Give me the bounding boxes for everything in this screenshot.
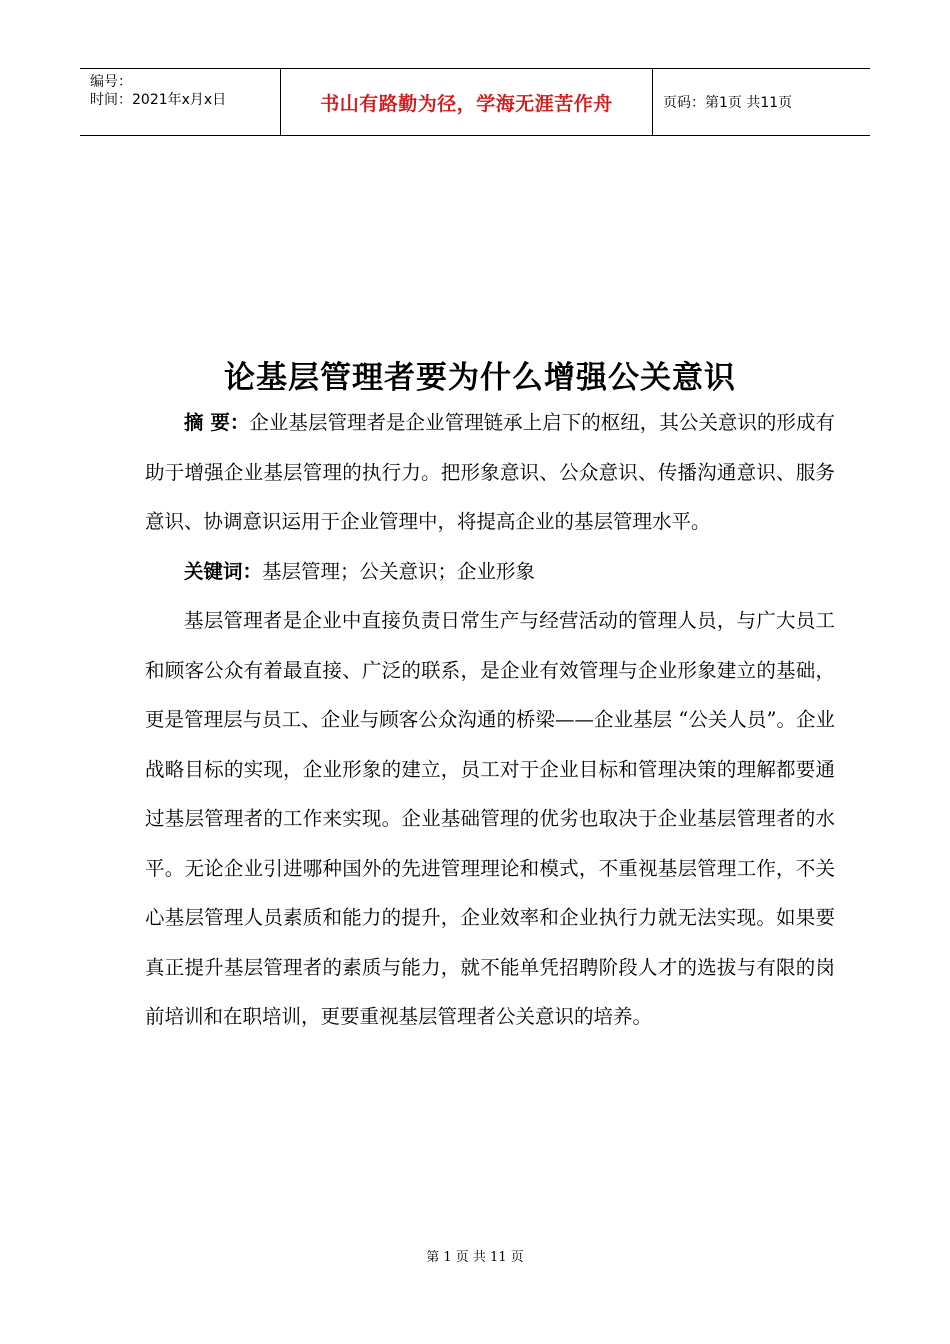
page-info: 页码：第1页 共11页	[663, 95, 793, 111]
document-body	[145, 398, 835, 1042]
page-footer: 第 1 页 共 11 页	[426, 1250, 524, 1265]
header-meta-cell	[80, 69, 281, 135]
abstract-label: 摘 要：	[184, 411, 250, 434]
keywords-text: 基层管理；公关意识；企业形象	[262, 559, 536, 583]
document-number-label: 编号：	[90, 74, 132, 90]
document-date: 时间：2021年x月x日	[90, 92, 227, 108]
header-page-cell	[653, 69, 870, 135]
keywords-paragraph	[145, 547, 835, 597]
header-table	[80, 68, 870, 136]
header-motto-cell	[281, 69, 653, 135]
document-title: 论基层管理者要为什么增强公关意识	[224, 360, 736, 396]
keywords-label: 关键词：	[184, 559, 263, 583]
abstract-paragraph	[145, 398, 835, 547]
body-paragraph: 基层管理者是企业中直接负责日常生产与经营活动的管理人员，与广大员工和顾客公众有着最直接、广泛的联系，是企业有效管理与企业形象建立的基础，更是管理层与员工、企业与顾客公众沟通的桥梁——企业基层 “公关人员”。企业战略目标的实现，企业形象的建立，员工对于企业目标和管理决策的理解都要通过基层管理者的工作来实现。企业基础管理的优劣也取决于企业基层管理者的水平。无论企业引进哪种国外的先进管理理论和模式，不重视基层管理工作，不关心基层管理人员素质和能力的提升，企业效率和企业执行力就无法实现。如果要真正提升基层管理者的素质与能力，就不能单凭招聘阶段人才的选拔与有限的岗前培训和在职培训，更要重视基层管理者公关意识的培养。	[145, 609, 835, 1028]
abstract-text: 企业基层管理者是企业管理链承上启下的枢纽，其公关意识的形成有助于增强企业基层管理的执行力。把形象意识、公众意识、传播沟通意识、服务意识、协调意识运用于企业管理中，将提高企业的基层管理水平。	[145, 411, 835, 533]
motto-text: 书山有路勤为径，学海无涯苦作舟	[320, 92, 613, 115]
